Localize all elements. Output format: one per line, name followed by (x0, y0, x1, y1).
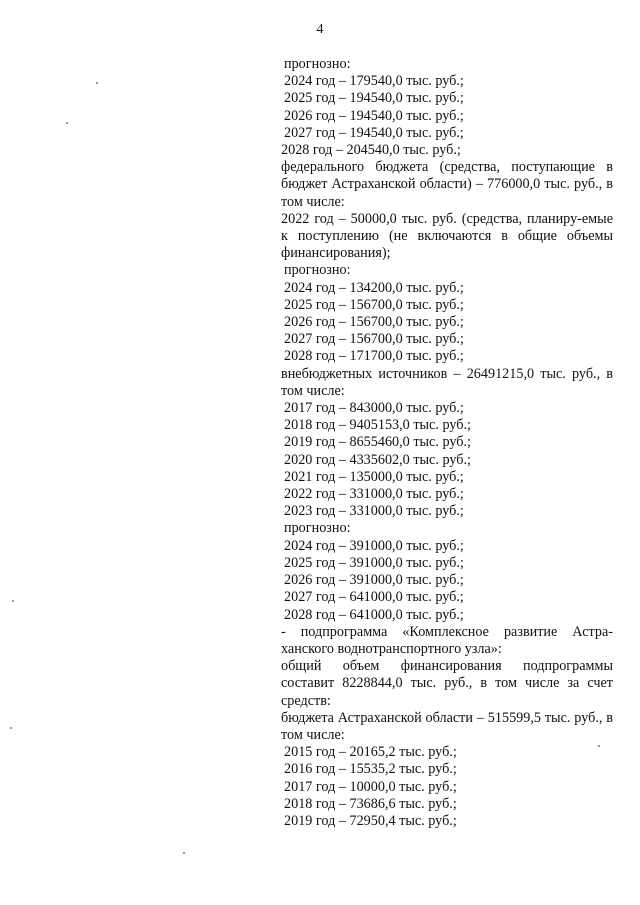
text-line: 2027 год – 156700,0 тыс. руб.; (284, 331, 464, 348)
scan-speck (183, 852, 185, 854)
paragraph: общий объем финансирования подпрограммы составит 8228844,0 тыс. руб., в том числе за счет средств: (281, 658, 613, 709)
text-line: 2021 год – 135000,0 тыс. руб.; (284, 468, 464, 485)
text-line: 2028 год – 204540,0 тыс. руб.; (281, 142, 461, 159)
text-line: 2018 год – 73686,6 тыс. руб.; (284, 795, 457, 812)
text-line: 2019 год – 8655460,0 тыс. руб.; (284, 434, 471, 451)
text-line: 2025 год – 156700,0 тыс. руб.; (284, 296, 464, 313)
text-line: 2020 год – 4335602,0 тыс. руб.; (284, 451, 471, 468)
text-line: прогнозно: (284, 262, 351, 279)
paragraph: 2022 год – 50000,0 тыс. руб. (средства, планиру-емые к поступлению (не включаются в общие объемы финансирования); (281, 210, 613, 262)
scan-speck (12, 600, 14, 602)
text-line: 2027 год – 194540,0 тыс. руб.; (284, 124, 464, 141)
text-line: 2023 год – 331000,0 тыс. руб.; (284, 503, 464, 520)
text-line: 2016 год – 15535,2 тыс. руб.; (284, 761, 457, 778)
text-line: 2028 год – 171700,0 тыс. руб.; (284, 348, 464, 365)
text-line: 2027 год – 641000,0 тыс. руб.; (284, 589, 464, 606)
text-line: 2025 год – 194540,0 тыс. руб.; (284, 90, 464, 107)
text-line: 2024 год – 391000,0 тыс. руб.; (284, 537, 464, 554)
paragraph: федерального бюджета (средства, поступающие в бюджет Астраханской области) – 776000,0 тыс. руб., в том числе: (281, 159, 613, 210)
scan-speck (10, 727, 12, 729)
text-line: 2028 год – 641000,0 тыс. руб.; (284, 606, 464, 623)
page-number: 4 (316, 22, 324, 37)
document-body (281, 56, 613, 830)
text-line: 2017 год – 10000,0 тыс. руб.; (284, 778, 457, 795)
text-line: прогнозно: (284, 56, 351, 72)
text-line: 2026 год – 391000,0 тыс. руб.; (284, 572, 464, 589)
text-line: 2024 год – 134200,0 тыс. руб.; (284, 279, 464, 296)
text-line: 2022 год – 331000,0 тыс. руб.; (284, 486, 464, 503)
paragraph: внебюджетных источников – 26491215,0 тыс. руб., в том числе: (281, 365, 613, 399)
text-line: 2017 год – 843000,0 тыс. руб.; (284, 400, 464, 417)
scan-speck (598, 745, 600, 747)
text-line: 2019 год – 72950,4 тыс. руб.; (284, 812, 457, 829)
scan-speck (66, 122, 68, 124)
scan-speck (96, 82, 98, 84)
text-line: 2018 год – 9405153,0 тыс. руб.; (284, 417, 471, 434)
text-line: 2026 год – 194540,0 тыс. руб.; (284, 107, 464, 124)
text-line: прогнозно: (284, 520, 351, 537)
text-line: 2015 год – 20165,2 тыс. руб.; (284, 744, 457, 761)
text-line: 2026 год – 156700,0 тыс. руб.; (284, 314, 464, 331)
paragraph: - подпрограмма «Комплексное развитие Астра-ханского воднотранспортного узла»: (281, 623, 613, 657)
text-line: 2024 год – 179540,0 тыс. руб.; (284, 73, 464, 90)
text-line: 2025 год – 391000,0 тыс. руб.; (284, 554, 464, 571)
paragraph: бюджета Астраханской области – 515599,5 тыс. руб., в том числе: (281, 709, 613, 743)
